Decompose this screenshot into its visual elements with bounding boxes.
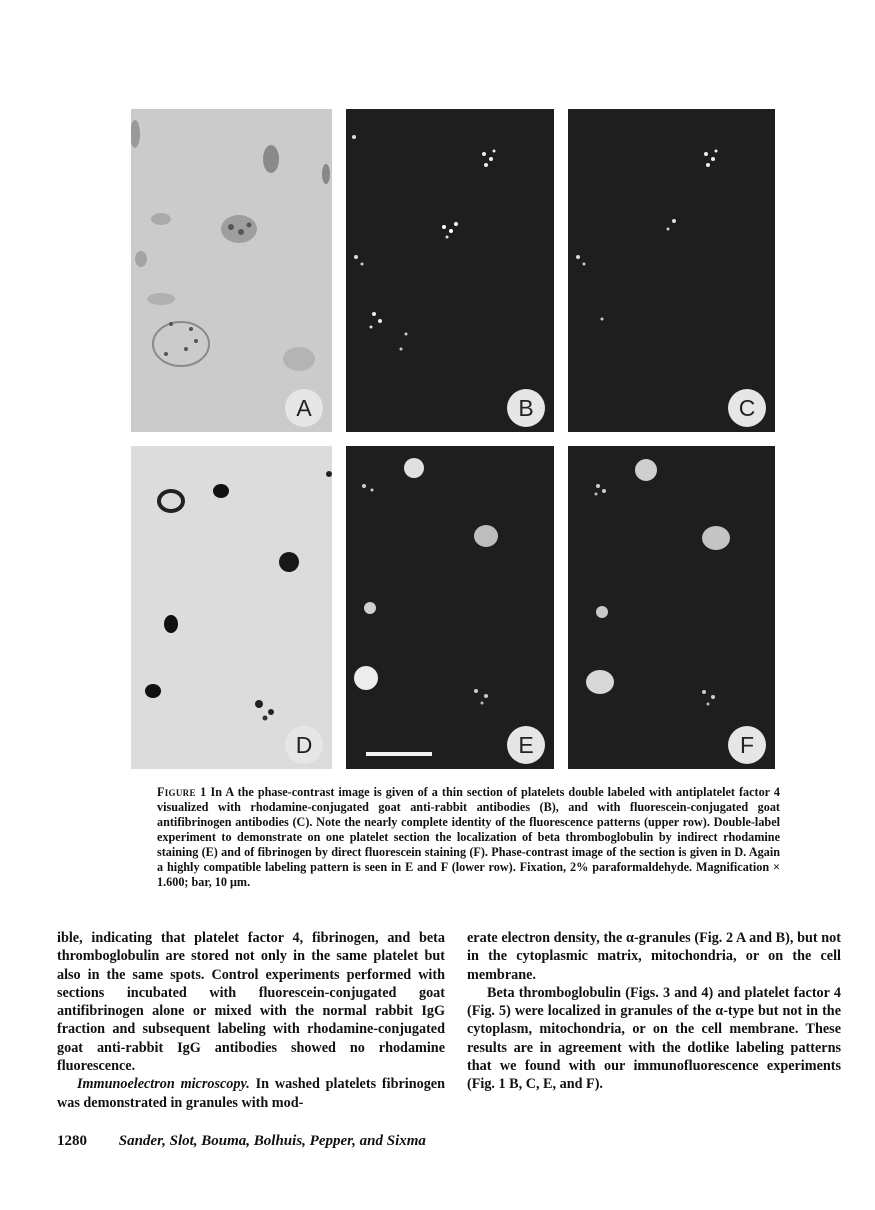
panel-d-image <box>131 446 332 769</box>
running-authors: Sander, Slot, Bouma, Bolhuis, Pepper, and Sixma <box>118 1133 426 1149</box>
right-paragraph-1: erate electron density, the α-granules (Fig. 2 A and B), but not in the cytoplasmic matrix, mitochondria, or on the cell membrane. <box>467 930 841 983</box>
left-paragraph-2-text: In washed platelets fibrinogen was demonstrated in granules with mod- <box>57 1076 445 1111</box>
panel-f-label: F <box>728 726 766 764</box>
panel-e-rhodamine <box>346 446 554 769</box>
panel-a-phase-contrast <box>131 109 332 432</box>
section-heading: Immunoelectron microscopy. <box>77 1076 250 1093</box>
panel-e-label: E <box>507 726 545 764</box>
figure-caption-text: In A the phase-contrast image is given of a thin section of platelets double labeled with antiplatelet factor 4 visualized with rhodamine-conjugated goat anti-rabbit antibodies (B), and with fluorescein-conjugated goat antifibrinogen antibodies (C). Note the nearly complete identity of the fluorescence patterns (upper row). Double-label experiment to demonstrate on one platelet section the localization of beta thromboglobulin by indirect rhodamine staining (E) and of fibrinogen by direct fluorescein staining (F). Phase-contrast image of the section is given in D. Again a highly compatible labeling pattern is seen in E and F (lower row). Fixation, 2% paraformaldehyde. Magnification × 1.600; bar, 10 μm. <box>157 785 780 889</box>
right-column <box>467 929 841 1094</box>
left-column <box>57 929 445 1112</box>
panel-b-image <box>346 109 554 432</box>
scale-bar <box>366 752 432 756</box>
figure-caption <box>157 785 780 890</box>
page-number: 1280 <box>57 1133 87 1149</box>
page-footer <box>57 1133 426 1150</box>
panel-a-image <box>131 109 332 432</box>
panel-c-fluorescein <box>568 109 775 432</box>
right-paragraph-2: Beta thromboglobulin (Figs. 3 and 4) and platelet factor 4 (Fig. 5) were localized in granules of the α-type but not in the cytoplasm, mitochondria, or on the cell membrane. These results are in agreement with the dotlike labeling patterns that we found with our immunofluorescence experiments (Fig. 1 B, C, E, and F). <box>467 984 841 1093</box>
panel-e-image <box>346 446 554 769</box>
panel-b-rhodamine <box>346 109 554 432</box>
panel-c-image <box>568 109 775 432</box>
figure-label: Figure 1 <box>157 785 207 799</box>
panel-f-image <box>568 446 775 769</box>
left-paragraph-2 <box>57 1075 445 1112</box>
panel-a-label: A <box>285 389 323 427</box>
left-paragraph-1: ible, indicating that platelet factor 4, fibrinogen, and beta thromboglobulin are stored not only in the same platelet but also in the same spots. Control experiments performed with sections incubated with fluorescein-conjugated goat antifibrinogen alone or mixed with the normal rabbit IgG fraction and subsequent labeling with rhodamine-conjugated goat anti-rabbit IgG antibodies showed no rhodamine fluorescence. <box>57 930 445 1075</box>
panel-b-label: B <box>507 389 545 427</box>
panel-f-fluorescein <box>568 446 775 769</box>
panel-d-phase-contrast <box>131 446 332 769</box>
panel-c-label: C <box>728 389 766 427</box>
panel-d-label: D <box>285 726 323 764</box>
